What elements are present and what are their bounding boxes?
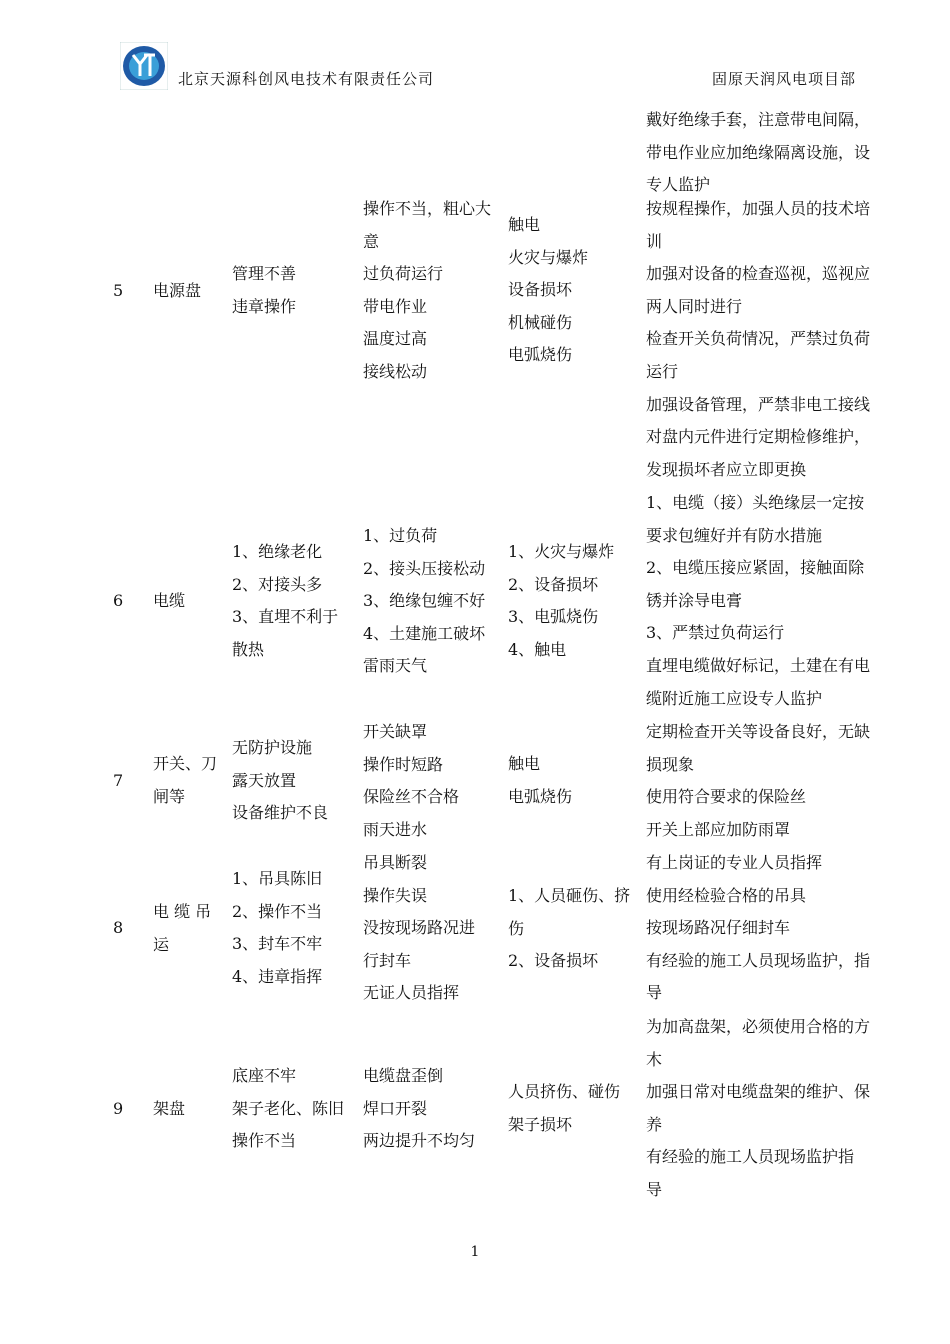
measure-line: 1、电缆（接）头绝缘层一定按 — [646, 493, 865, 512]
measure-line: 缆附近施工应设专人监护 — [646, 688, 823, 708]
factor-line: 雨天进水 — [363, 819, 428, 839]
cause-line: 管理不善 — [232, 264, 297, 283]
measure-line: 发现损坏者应立即更换 — [646, 459, 807, 479]
factor-line: 吊具断裂 — [363, 853, 428, 872]
item-name-line: 运 — [153, 934, 170, 954]
measure-line: 使用符合要求的保险丝 — [646, 787, 807, 807]
measure-list — [646, 847, 876, 1010]
risk-list — [508, 536, 634, 666]
row-number: 9 — [113, 1099, 124, 1118]
cause-line: 4、违章指挥 — [232, 966, 323, 986]
row-number: 5 — [113, 281, 124, 300]
measure-line: 两人同时进行 — [646, 296, 743, 316]
item-name-line: 开关、刀 — [153, 754, 218, 773]
risk-line: 触电 — [508, 754, 541, 773]
row-number: 8 — [113, 918, 124, 937]
cause-line: 底座不牢 — [232, 1066, 297, 1085]
measure-line: 要求包缠好并有防水措施 — [646, 525, 823, 545]
item-name: 电源盘 — [153, 281, 202, 300]
cause-line: 散热 — [232, 639, 265, 659]
factor-line: 3、绝缘包缠不好 — [363, 591, 486, 611]
carryover-measures — [646, 104, 876, 202]
factor-line: 操作时短路 — [363, 754, 444, 774]
cause-line: 无防护设施 — [232, 738, 313, 757]
item-name-line: 电 缆 吊 — [153, 902, 212, 921]
risk-list — [508, 748, 634, 813]
factor-line: 行封车 — [363, 950, 412, 970]
risk-line: 电弧烧伤 — [508, 345, 573, 365]
cause-line: 1、绝缘老化 — [232, 542, 323, 561]
row-number: 7 — [113, 771, 124, 790]
factor-line: 接线松动 — [363, 361, 428, 381]
cause-list — [232, 863, 352, 993]
factor-list — [363, 1060, 497, 1158]
project-name: 固原天润风电项目部 — [711, 70, 856, 88]
measure-line: 有经验的施工人员现场监护，指 — [646, 950, 871, 970]
measure-line: 使用经检验合格的吊具 — [646, 885, 807, 905]
item-name: 架盘 — [153, 1099, 186, 1118]
measure-list — [646, 487, 876, 715]
cause-list — [232, 258, 352, 323]
measure-line: 训 — [646, 231, 663, 251]
factor-line: 温度过高 — [363, 329, 428, 349]
measure-line: 检查开关负荷情况，严禁过负荷 — [646, 329, 871, 349]
cause-line: 2、操作不当 — [232, 901, 323, 921]
factor-list — [363, 716, 497, 846]
measure-line: 锈并涂导电膏 — [646, 590, 743, 610]
factor-line: 雷雨天气 — [363, 656, 428, 676]
measure-line: 3、严禁过负荷运行 — [646, 623, 785, 643]
risk-line: 2、设备损坏 — [508, 574, 599, 594]
measure-list — [646, 193, 876, 486]
measure-line: 养 — [646, 1114, 663, 1134]
measure-line: 按现场路况仔细封车 — [646, 918, 791, 938]
factor-list — [363, 193, 497, 389]
factor-list — [363, 520, 497, 683]
cause-line: 2、对接头多 — [232, 574, 323, 594]
page-number: 1 — [470, 1244, 480, 1260]
risk-line: 3、电弧烧伤 — [508, 607, 599, 627]
measure-line: 导 — [646, 983, 663, 1003]
risk-line: 机械碰伤 — [508, 312, 573, 332]
measure-line: 有经验的施工人员现场监护指 — [646, 1147, 855, 1167]
cause-list — [232, 732, 352, 830]
factor-line: 没按现场路况进 — [363, 918, 476, 938]
cause-line: 设备维护不良 — [232, 803, 329, 823]
risk-line: 伤 — [508, 918, 525, 938]
measure-line: 带电作业应加绝缘隔离设施，设 — [646, 142, 871, 162]
factor-line: 电缆盘歪倒 — [363, 1066, 444, 1085]
cause-list — [232, 1060, 352, 1158]
risk-list — [508, 209, 634, 372]
factor-line: 无证人员指挥 — [363, 983, 460, 1003]
item-name — [153, 896, 217, 961]
measure-line: 2、电缆压接应紧固，接触面除 — [646, 558, 865, 578]
factor-line: 操作不当，粗心大 — [363, 199, 492, 218]
measure-list — [646, 1011, 876, 1207]
measure-list — [646, 716, 876, 846]
row-number: 6 — [113, 591, 124, 610]
factor-line: 焊口开裂 — [363, 1098, 428, 1118]
cause-line: 架子老化、陈旧 — [232, 1098, 345, 1118]
measure-line: 加强设备管理，严禁非电工接线 — [646, 394, 871, 414]
factor-line: 两边提升不均匀 — [363, 1131, 476, 1151]
cause-line: 3、封车不牢 — [232, 934, 323, 954]
risk-line: 触电 — [508, 215, 541, 234]
measure-line: 对盘内元件进行定期检修维护， — [646, 427, 871, 447]
measure-line: 加强对设备的检查巡视，巡视应 — [646, 264, 871, 284]
measure-line: 为加高盘架，必须使用合格的方 — [646, 1017, 871, 1036]
measure-line: 加强日常对电缆盘架的维护、保 — [646, 1082, 871, 1102]
factor-line: 4、土建施工破坏 — [363, 623, 486, 643]
cause-line: 露天放置 — [232, 770, 297, 790]
measure-line: 损现象 — [646, 754, 695, 774]
factor-line: 过负荷运行 — [363, 264, 444, 284]
measure-line: 运行 — [646, 361, 679, 381]
measure-line: 木 — [646, 1049, 663, 1069]
cause-list — [232, 536, 352, 666]
factor-line: 操作失误 — [363, 885, 428, 905]
risk-line: 设备损坏 — [508, 280, 573, 300]
risk-line: 电弧烧伤 — [508, 786, 573, 806]
cause-line: 3、直埋不利于 — [232, 607, 339, 627]
risk-list — [508, 1076, 634, 1141]
cause-line: 违章操作 — [232, 296, 297, 316]
factor-line: 开关缺罩 — [363, 722, 428, 741]
cause-line: 操作不当 — [232, 1131, 297, 1151]
measure-line: 直埋电缆做好标记，土建在有电 — [646, 655, 871, 675]
measure-line: 导 — [646, 1179, 663, 1199]
measure-line: 开关上部应加防雨罩 — [646, 819, 791, 839]
risk-line: 1、人员砸伤、挤 — [508, 886, 631, 905]
risk-line: 1、火灾与爆炸 — [508, 542, 615, 561]
company-name: 北京天源科创风电技术有限责任公司 — [178, 70, 435, 88]
measure-line: 有上岗证的专业人员指挥 — [646, 853, 823, 872]
factor-line: 1、过负荷 — [363, 526, 438, 545]
risk-list — [508, 880, 634, 978]
factor-line: 保险丝不合格 — [363, 787, 460, 807]
measure-line: 定期检查开关等设备良好，无缺 — [646, 722, 871, 741]
measure-line: 按规程操作，加强人员的技术培 — [646, 199, 871, 218]
cause-line: 1、吊具陈旧 — [232, 869, 323, 888]
risk-line: 2、设备损坏 — [508, 951, 599, 971]
measure-line: 专人监护 — [646, 175, 711, 195]
item-name — [153, 748, 217, 813]
factor-line: 2、接头压接松动 — [363, 558, 486, 578]
factor-line: 意 — [363, 231, 380, 251]
risk-line: 人员挤伤、碰伤 — [508, 1082, 621, 1101]
measure-line: 戴好绝缘手套，注意带电间隔， — [646, 110, 871, 129]
item-name: 电缆 — [153, 591, 186, 610]
factor-line: 带电作业 — [363, 296, 428, 316]
item-name-line: 闸等 — [153, 786, 186, 806]
risk-line: 4、触电 — [508, 639, 567, 659]
factor-list — [363, 847, 497, 1010]
risk-line: 架子损坏 — [508, 1114, 573, 1134]
risk-line: 火灾与爆炸 — [508, 247, 589, 267]
